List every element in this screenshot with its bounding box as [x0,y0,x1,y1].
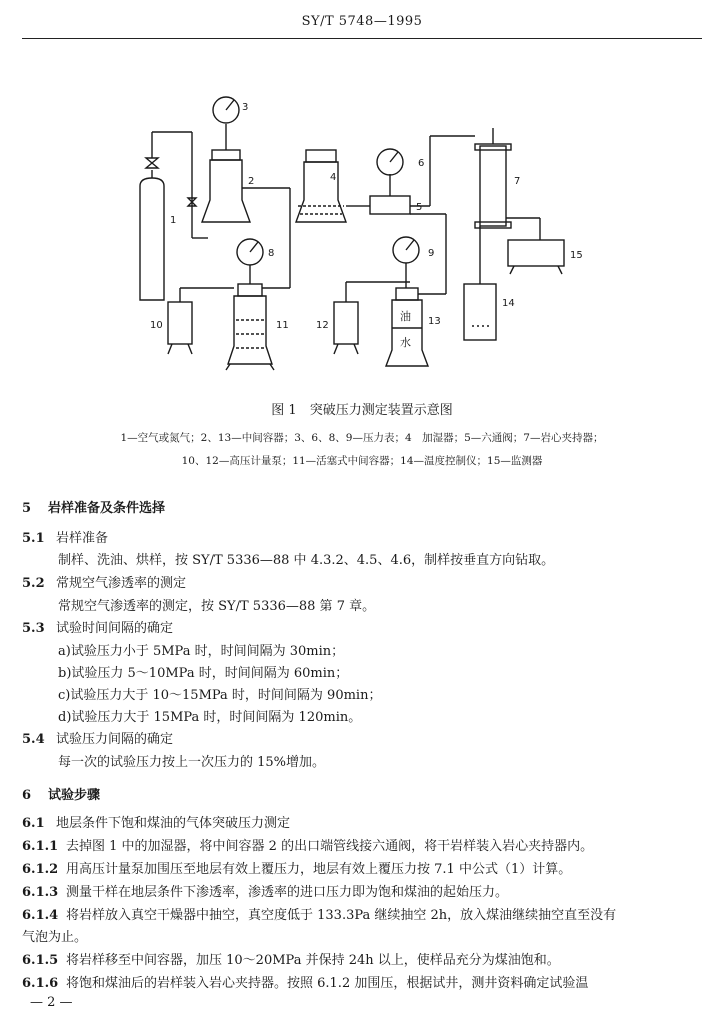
label-12: 12 [316,320,329,331]
temperature-controller [464,226,496,340]
section-number: 6.1.1 [22,839,59,854]
section-number: 6.1.5 [22,953,59,968]
pressure-gauge-8 [237,239,263,284]
section-6-1-1 [22,835,702,854]
header-divider [22,38,702,39]
figure-legend-line-1: 1—空气或氮气；2、13—中间容器；3、6、8、9—压力表；4 加湿器；5—六通阀；7—岩心夹持器； [120,432,604,444]
section-number: 6.1.3 [22,885,59,900]
section-5-3-heading [22,617,702,636]
label-9: 9 [428,248,435,259]
label-4: 4 [330,172,337,183]
label-15: 15 [570,250,583,261]
section-6-1-4 [22,904,702,923]
high-pressure-pump-12 [334,282,410,354]
section-number: 5.3 [22,621,45,636]
monitor [508,240,564,274]
list-item: b)试验压力 5～10MPa 时，时间间隔为 60min； [58,666,349,681]
label-1: 1 [170,215,177,226]
section-text: 去掉图 1 中的加湿器，将中间容器 2 的出口端管线接六通阀，将干岩样装入岩心夹持器内。 [66,839,594,854]
section-number: 6 [22,788,32,803]
section-6-1-3 [22,881,702,900]
section-6-1-2 [22,858,702,877]
list-item: d)试验压力大于 15MPa 时，时间间隔为 120min。 [58,710,362,725]
section-title: 岩样准备及条件选择 [48,501,166,516]
apparatus-diagram [130,88,590,378]
gas-cylinder [140,132,192,300]
intermediate-vessel-2 [188,124,250,238]
list-item: a)试验压力小于 5MPa 时，时间间隔为 30min； [58,644,345,659]
section-text: 将饱和煤油后的岩样装入岩心夹持器。按照 6.1.2 加围压，根据试井，测井资料确定试验温 [66,976,589,991]
label-5: 5 [416,202,423,213]
label-6: 6 [418,158,425,169]
section-5-1-text: 制样、洗油、烘样，按 SY/T 5336—88 中 4.3.2、4.5、4.6，制样按垂直方向钻取。 [58,553,555,568]
label-10: 10 [150,320,163,331]
humidifier [242,150,362,222]
section-number: 6.1 [22,816,45,831]
section-text: 测量干样在地层条件下渗透率，渗透率的进口压力即为饱和煤油的起始压力。 [66,885,509,900]
section-5-1-heading [22,527,702,546]
pressure-gauge-9 [393,237,419,288]
list-item: c)试验压力大于 10～15MPa 时，时间间隔为 90min； [58,688,382,703]
section-title: 试验时间间隔的确定 [56,621,174,636]
section-5-4-heading [22,728,702,747]
pressure-gauge-3 [213,97,239,123]
figure-legend-line-2: 10、12—高压计量泵；11—活塞式中间容器；14—温度控制仪；15—监测器 [181,455,543,467]
section-title: 岩样准备 [56,531,109,546]
section-6-heading [22,784,702,803]
section-6-1-5 [22,949,702,968]
section-number: 5.1 [22,531,45,546]
section-6-1-4-continuation: 气泡为止。 [22,930,88,945]
section-title: 试验压力间隔的确定 [56,732,174,747]
page-number: — 2 — [30,995,73,1010]
piston-vessel [226,222,290,370]
figure-title: 图 1 突破压力测定装置示意图 [271,403,453,418]
section-text: 用高压计量泵加围压至地层有效上覆压力，地层有效上覆压力按 7.1 中公式（1）计算。 [66,862,572,877]
section-number: 6.1.2 [22,862,59,877]
section-title: 试验步骤 [48,788,101,803]
label-3: 3 [242,102,249,113]
section-5-4-text: 每一次的试验压力按上一次压力的 15%增加。 [58,755,326,770]
high-pressure-pump-10 [168,288,234,354]
vessel-label-oil: 油 [400,310,411,323]
section-title: 地层条件下饱和煤油的气体突破压力测定 [56,816,291,831]
section-5-2-text: 常规空气渗透率的测定，按 SY/T 5336—88 第 7 章。 [58,599,376,614]
section-number: 5.4 [22,732,45,747]
section-title: 常规空气渗透率的测定 [56,576,187,591]
label-13: 13 [428,316,441,327]
section-number: 6.1.6 [22,976,59,991]
page-header: SY/T 5748—1995 [301,14,423,29]
pressure-gauge-6 [377,149,403,175]
label-14: 14 [502,298,515,309]
label-2: 2 [248,176,255,187]
section-text: 将岩样放入真空干燥器中抽空，真空度低于 133.3Pa 继续抽空 2h，放入煤油继续抽空直至没有 [66,908,617,923]
label-11: 11 [276,320,289,331]
section-5-heading [22,497,702,516]
section-number: 5 [22,501,32,516]
section-6-1-heading [22,812,702,831]
label-8: 8 [268,248,275,259]
section-number: 5.2 [22,576,45,591]
vessel-label-water: 水 [400,336,411,349]
label-7: 7 [514,176,521,187]
section-text: 将岩样移至中间容器，加压 10～20MPa 并保持 24h 以上，使样品充分为煤油饱和。 [66,953,560,968]
section-5-2-heading [22,572,702,591]
section-number: 6.1.4 [22,908,59,923]
section-6-1-6 [22,972,702,991]
oil-water-vessel [386,214,446,366]
